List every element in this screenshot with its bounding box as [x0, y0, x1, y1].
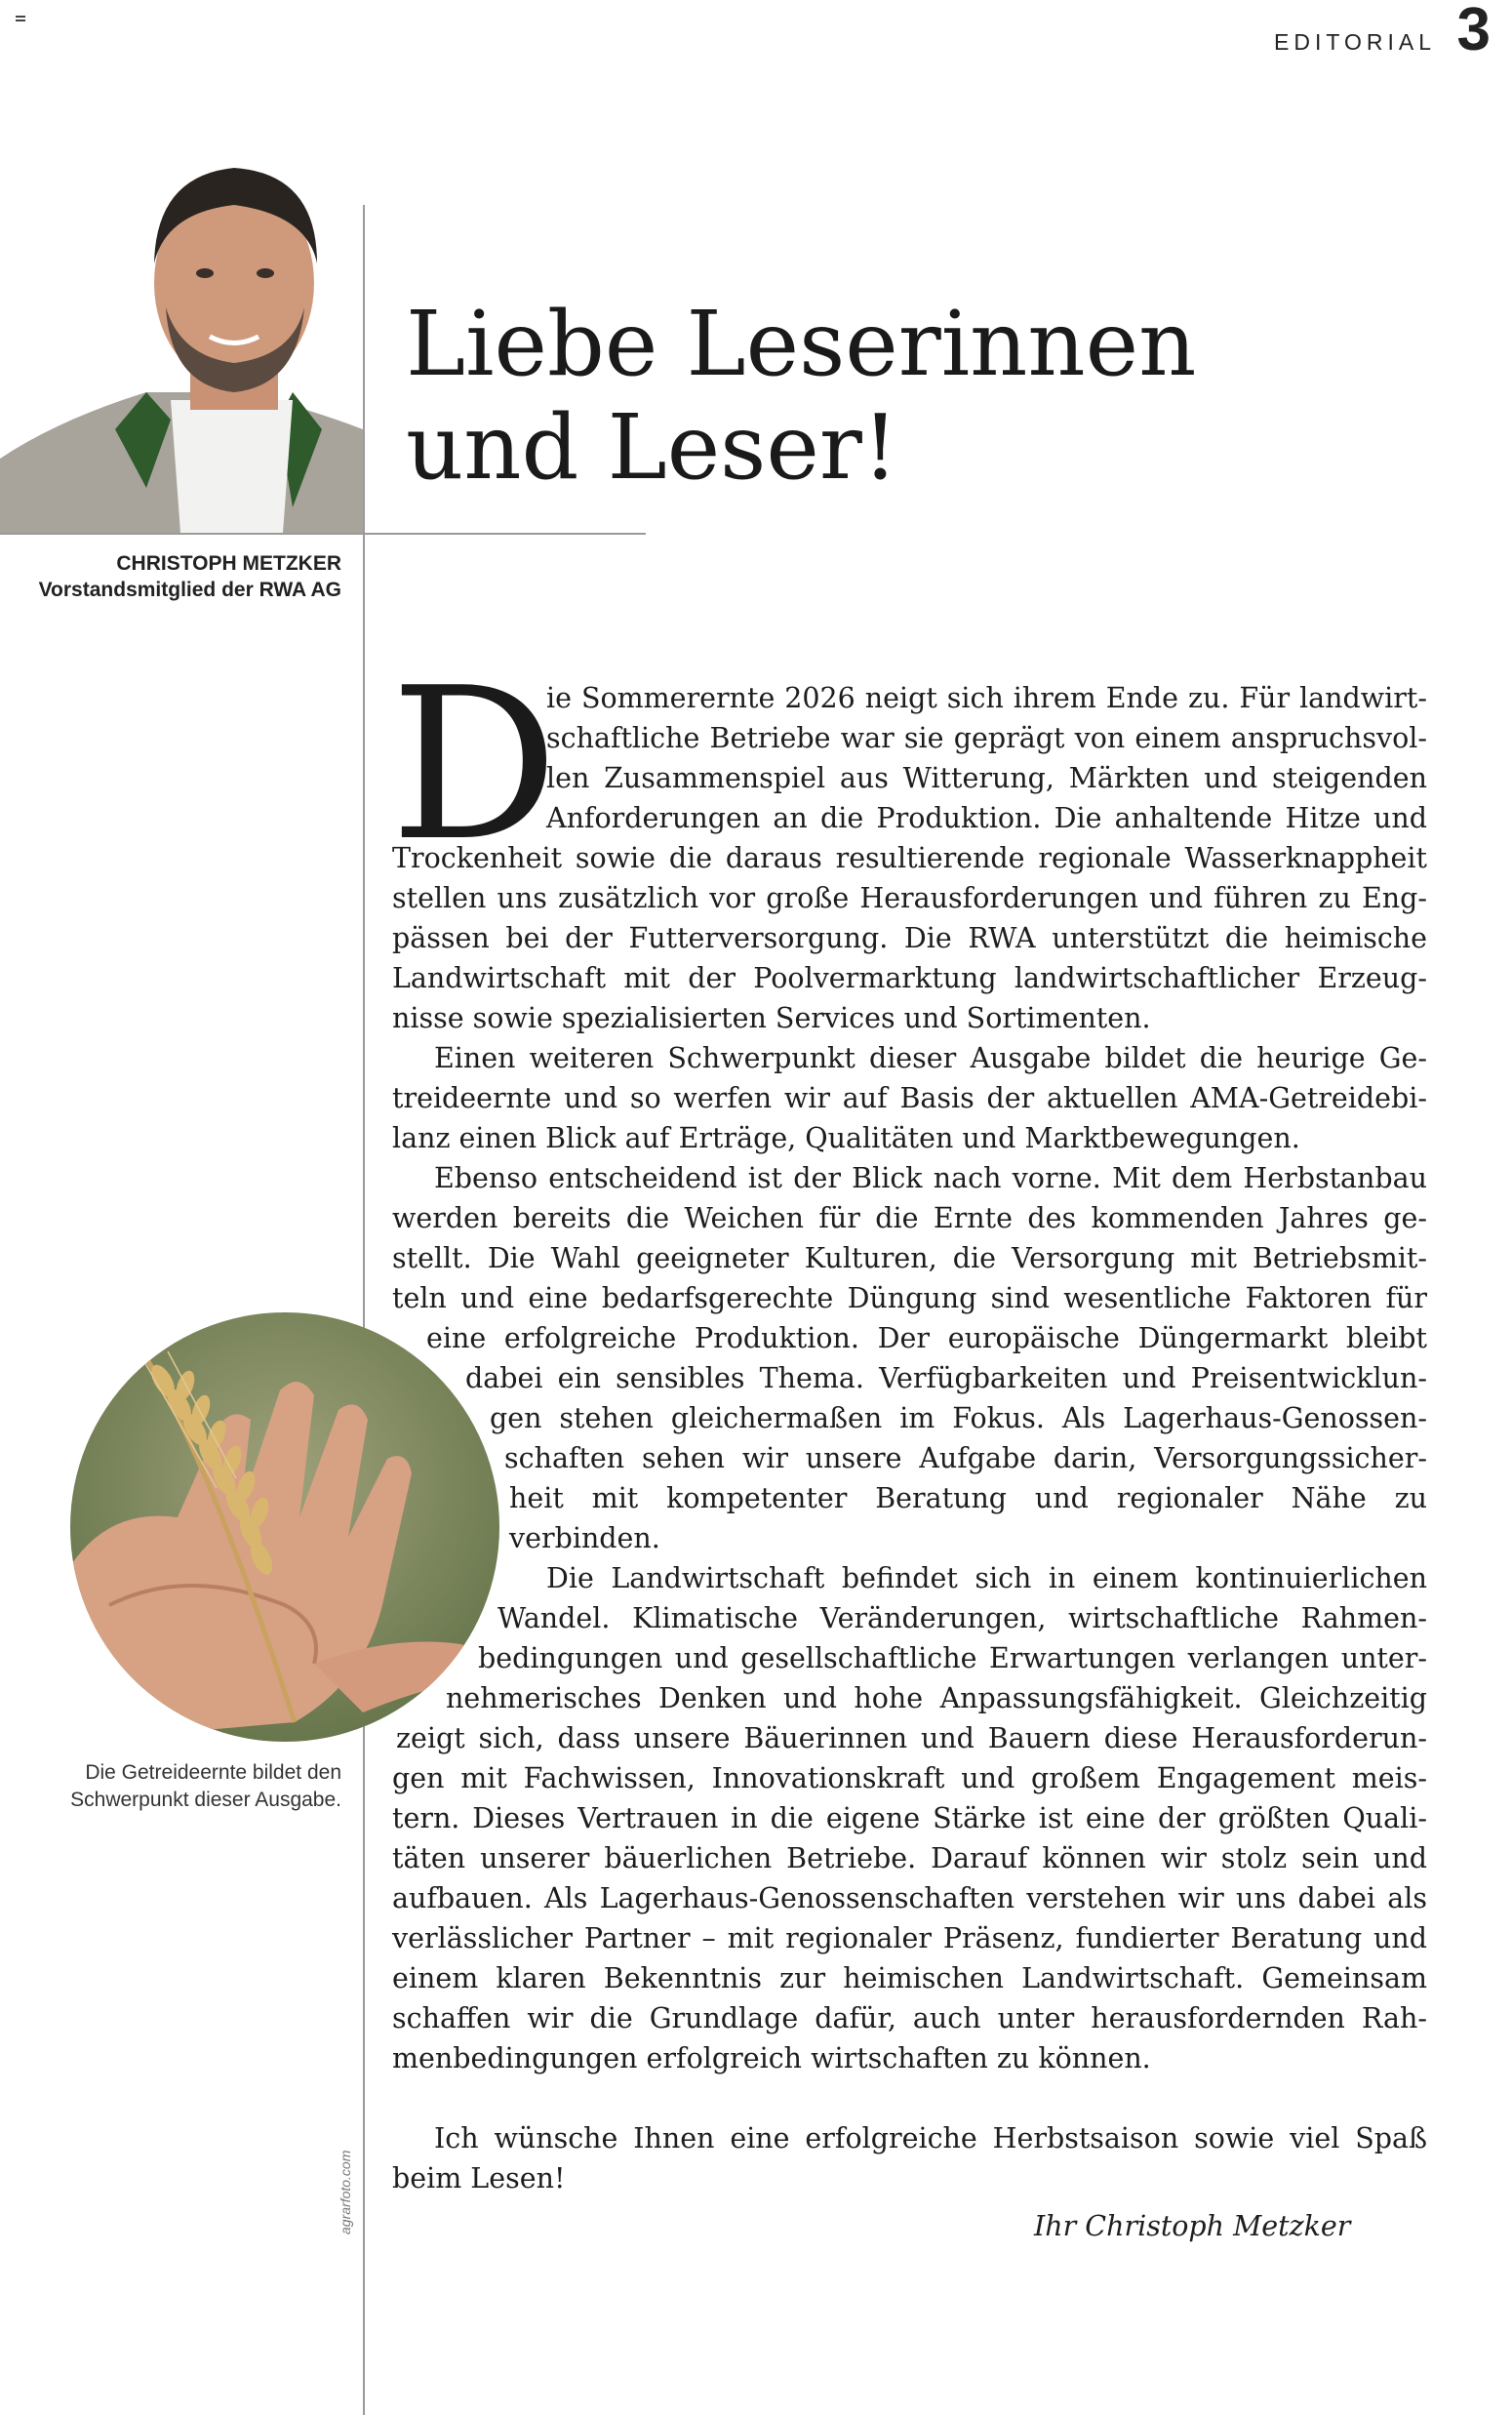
body-line: Landwirtschaft mit der Poolvermarktung landwirtschaftlicher Erzeug-: [392, 962, 1427, 994]
caption-line-1: Die Getreideernte bildet den: [85, 1761, 341, 1784]
headline-line-2: und Leser!: [406, 395, 898, 500]
page-number: 3: [1456, 0, 1491, 63]
author-portrait: [0, 137, 363, 533]
body-line: gen mit Fachwissen, Innovationskraft und großem Engagement meis-: [392, 1762, 1427, 1794]
body-line: eine erfolgreiche Produktion. Der europäische Düngermarkt bleibt: [426, 1322, 1427, 1354]
body-line: tern. Dieses Vertrauen in die eigene Stärke ist eine der größten Quali-: [392, 1802, 1427, 1834]
body-line: Ebenso entscheidend ist der Blick nach vorne. Mit dem Herbstanbau: [434, 1162, 1427, 1194]
body-line: ie Sommerernte 2026 neigt sich ihrem Ende zu. Für landwirt-: [546, 682, 1427, 714]
body-line: nehmerisches Denken und hohe Anpassungsfähigkeit. Gleichzeitig: [446, 1682, 1427, 1714]
body-line: täten unserer bäuerlichen Betriebe. Darauf können wir stolz sein und: [392, 1842, 1427, 1874]
body-line: Wandel. Klimatische Veränderungen, wirtschaftliche Rahmen-: [497, 1602, 1427, 1634]
section-label: EDITORIAL: [1274, 29, 1436, 55]
body-line: bedingungen und gesellschaftliche Erwartungen verlangen unter-: [478, 1642, 1427, 1674]
photo-credit: agrarfoto.com: [338, 2150, 353, 2234]
body-line: verbinden.: [509, 1522, 660, 1554]
body-line: lanz einen Blick auf Erträge, Qualitäten und Marktbewegungen.: [392, 1122, 1300, 1154]
body-line: nisse sowie spezialisierten Services und Sortimenten.: [392, 1002, 1151, 1034]
body-line: schaftliche Betriebe war sie geprägt von einem anspruchsvol-: [546, 722, 1427, 754]
body-line: verlässlicher Partner – mit regionaler Präsenz, fundierter Beratung und: [392, 1922, 1427, 1954]
author-role: Vorstandsmitglied der RWA AG: [38, 579, 341, 601]
body-line: teln und eine bedarfsgerechte Düngung sind wesentliche Faktoren für: [392, 1282, 1427, 1314]
vertical-rule: [363, 205, 365, 2415]
body-line: gen stehen gleichermaßen im Fokus. Als Lagerhaus-Genossen-: [490, 1402, 1427, 1434]
signature: Ihr Christoph Metzker: [1034, 2210, 1351, 2242]
body-line: menbedingungen erfolgreich wirtschaften zu können.: [392, 2042, 1151, 2074]
horizontal-rule: [0, 533, 646, 535]
author-name: CHRISTOPH METZKER: [116, 552, 341, 575]
body-line: treideernte und so werfen wir auf Basis der aktuellen AMA-Getreidebi-: [392, 1082, 1427, 1114]
photo-caption: [70, 1759, 341, 1814]
body-line: stellt. Die Wahl geeigneter Kulturen, die Versorgung mit Betriebsmit-: [392, 1242, 1427, 1274]
wheat-photo: [70, 1312, 499, 1742]
body-line: Einen weiteren Schwerpunkt dieser Ausgabe bildet die heurige Ge-: [434, 1042, 1427, 1074]
body-line: einem klaren Bekenntnis zur heimischen Landwirtschaft. Gemeinsam: [392, 1962, 1427, 1994]
body-line: pässen bei der Futterversorgung. Die RWA unterstützt die heimische: [392, 922, 1427, 954]
body-line: stellen uns zusätzlich vor große Herausforderungen und führen zu Eng-: [392, 882, 1427, 914]
caption-line-2: Schwerpunkt dieser Ausgabe.: [70, 1789, 341, 1811]
menu-icon[interactable]: [16, 16, 25, 23]
body-line: dabei ein sensibles Thema. Verfügbarkeiten und Preisentwicklun-: [465, 1362, 1427, 1394]
body-line: beim Lesen!: [392, 2162, 566, 2194]
body-line: werden bereits die Weichen für die Ernte des kommenden Jahres ge-: [392, 1202, 1427, 1234]
body-line: zeigt sich, dass unsere Bäuerinnen und Bauern diese Herausforderun-: [396, 1722, 1427, 1754]
body-line: aufbauen. Als Lagerhaus-Genossenschaften verstehen wir uns dabei als: [392, 1882, 1427, 1914]
body-line: Die Landwirtschaft befindet sich in einem kontinuierlichen: [546, 1562, 1427, 1594]
editorial-body: [392, 678, 1426, 2198]
body-line: Trockenheit sowie die daraus resultierende regionale Wasserknappheit: [392, 842, 1427, 874]
body-line: Ich wünsche Ihnen eine erfolgreiche Herbstsaison sowie viel Spaß: [434, 2122, 1427, 2154]
page-title: [406, 293, 1284, 500]
body-line: len Zusammenspiel aus Witterung, Märkten und steigenden: [546, 762, 1427, 794]
body-line: schaffen wir die Grundlage dafür, auch unter herausfordernden Rah-: [392, 2002, 1427, 2034]
body-line: heit mit kompetenter Beratung und regionaler Nähe zu: [509, 1482, 1427, 1514]
body-line: schaften sehen wir unsere Aufgabe darin, Versorgungssicher-: [504, 1442, 1427, 1474]
body-line: Anforderungen an die Produktion. Die anhaltende Hitze und: [546, 802, 1427, 834]
drop-cap: D: [390, 642, 559, 887]
headline-line-1: Liebe Leserinnen: [406, 292, 1197, 396]
